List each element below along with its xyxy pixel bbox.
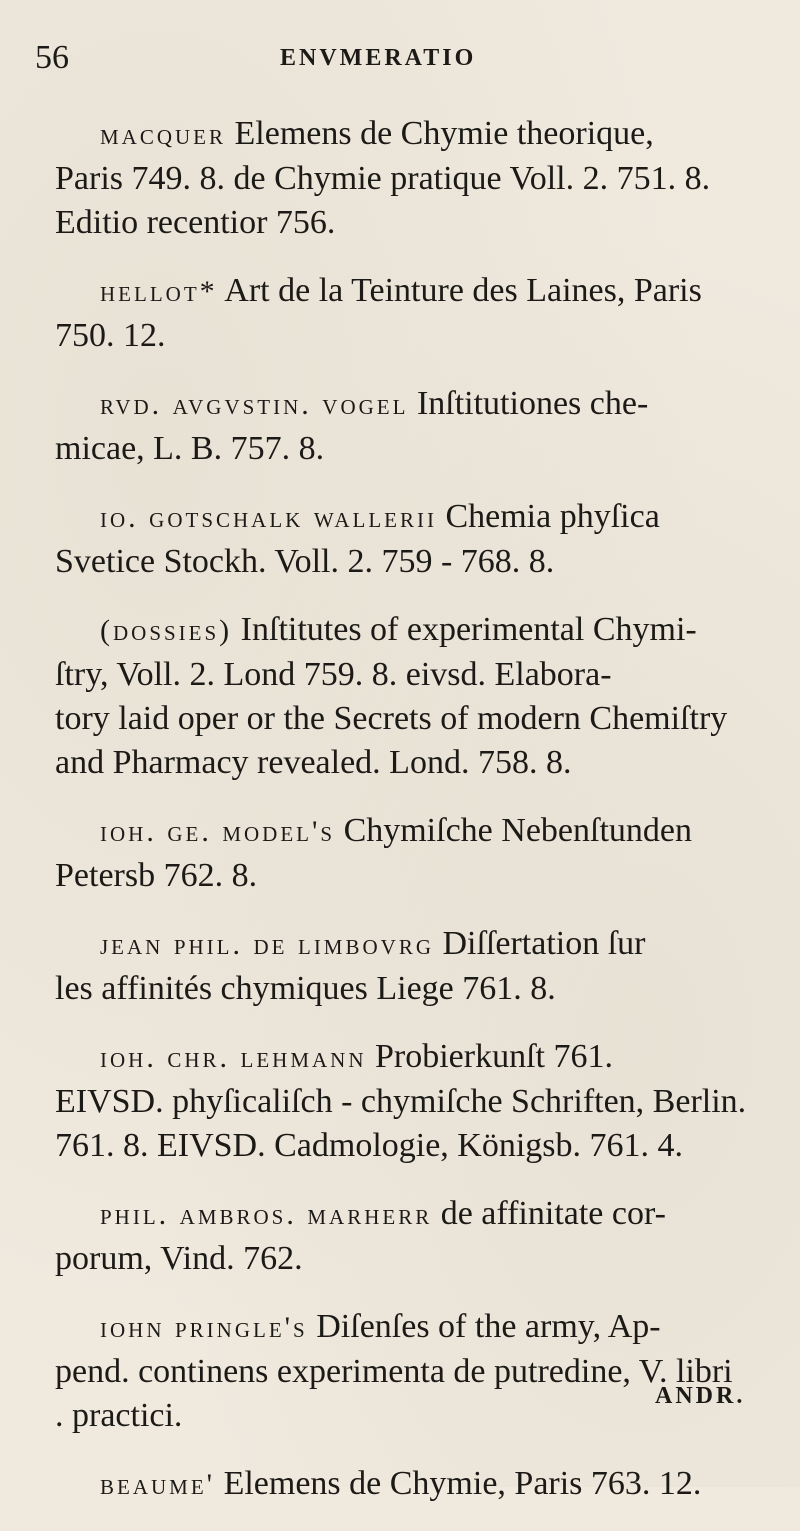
entry-line: Paris 749. 8. de Chymie pratique Voll. 2. 751. 8. [55,160,711,197]
entry-first-line [0,922,800,967]
bibliography-entry [0,608,800,785]
entry-author: macquer [100,118,227,151]
entry-text: Inſtitutes of experimental Chymi- [232,611,697,648]
entry-author: ioh. chr. lehmann [100,1041,367,1074]
entry-text: de affinitate cor- [432,1195,666,1232]
entry-author: (dossies) [100,614,233,647]
entry-author: iohn pringle's [100,1311,308,1344]
entry-line: tory laid oper or the Secrets of modern Chemiſtry [55,700,728,737]
entry-author: rvd. avgvstin. vogel [100,388,409,421]
entry-author: io. gotschalk wallerii [100,501,437,534]
entry-line: Editio recentior 756. [55,204,336,241]
entry-first-line [0,112,800,157]
entry-first-line [0,809,800,854]
entry-first-line [0,1035,800,1080]
entry-first-line [0,495,800,540]
entry-line: micae, L. B. 757. 8. [55,430,325,467]
bibliography-entry [0,1462,800,1507]
bibliography-entry [0,1305,800,1438]
bibliography-entry [0,112,800,245]
entry-line: ſtry, Voll. 2. Lond 759. 8. eivsd. Elabora- [55,656,612,693]
entry-first-line [0,1305,800,1350]
entry-line: . practici. [55,1397,183,1434]
running-head [0,38,800,78]
bibliography-entry [0,495,800,584]
entry-author: beaume' [100,1468,216,1501]
entry-author: jean phil. de limbovrg [100,928,434,961]
entry-first-line [0,269,800,314]
entry-line: Petersb 762. 8. [55,857,258,894]
entry-line: porum, Vind. 762. [55,1240,303,1277]
page-number: 56 [35,39,69,76]
entry-text: Inſtitutiones che- [408,385,649,422]
header-title: ENVMERATIO [280,45,477,71]
entry-text: Diſenſes of the army, Ap- [307,1308,661,1345]
bibliography-entry [0,922,800,1011]
entry-line: pend. continens experimenta de putredine, V. libri [55,1353,733,1390]
entry-text: Elemens de Chymie, Paris 763. 12. [215,1465,702,1502]
catchword: ANDR. [655,1383,746,1409]
entry-author: ioh. ge. model's [100,815,336,848]
entry-first-line [0,1192,800,1237]
entry-line: 750. 12. [55,317,166,354]
entry-text: Chemia phyſica [436,498,660,535]
bibliography-entry [0,1035,800,1168]
entry-first-line [0,608,800,653]
bibliography-entry [0,809,800,898]
entry-author: phil. ambros. marherr [100,1198,433,1231]
entry-first-line [0,382,800,427]
entry-text: Probierkunſt 761. [366,1038,613,1075]
entry-text: Elemens de Chymie theorique, [226,115,654,152]
entry-author: hellot* [100,275,218,308]
entry-text: Chymiſche Nebenſtunden [335,812,692,849]
entry-line: and Pharmacy revealed. Lond. 758. 8. [55,744,572,781]
entry-text: Diſſertation ſur [434,925,646,962]
entry-line: les affinités chymiques Liege 761. 8. [55,970,556,1007]
entry-line: Svetice Stockh. Voll. 2. 759 - 768. 8. [55,543,555,580]
entry-text: Art de la Teinture des Laines, Paris [217,272,702,309]
bibliography-entry [0,1192,800,1281]
entry-first-line [0,1462,800,1507]
bibliography-entry [0,382,800,471]
entry-line: 761. 8. EIVSD. Cadmologie, Königsb. 761. 4. [55,1127,684,1164]
bibliography-entry [0,269,800,358]
bibliography-entries [0,112,800,1531]
entry-line: EIVSD. phyſicaliſch - chymiſche Schriften, Berlin. [55,1083,747,1120]
